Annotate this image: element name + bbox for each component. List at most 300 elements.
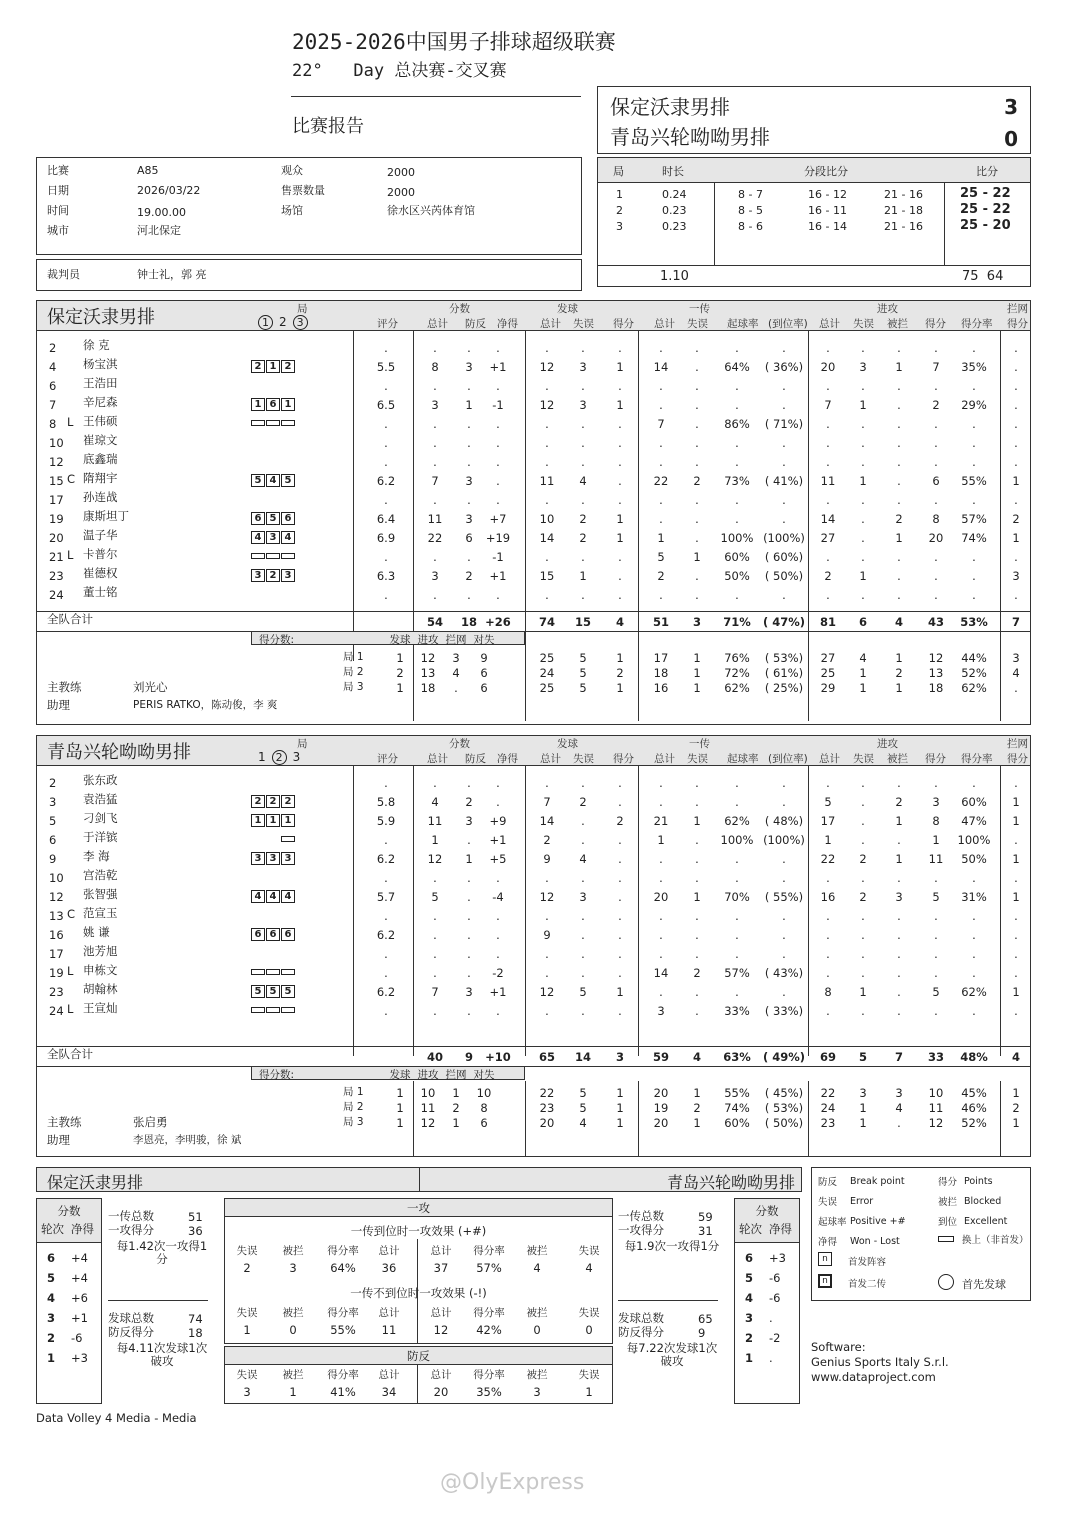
fa-value: 11 [381, 1323, 397, 1337]
stat-value: . [384, 436, 388, 450]
stat-value: . [433, 550, 437, 564]
stat-note: 每1.9次一攻得1分 [624, 1239, 720, 1253]
stat-value: . [581, 341, 585, 355]
pts-head: 对失 [473, 1069, 495, 1081]
set-row-value: 5 [579, 1101, 587, 1115]
stat-value: . [1014, 436, 1018, 450]
player-number: 7 [49, 398, 57, 412]
stat-value: . [384, 379, 388, 393]
summary-away-name: 青岛兴轮呦呦男排 [666, 1173, 795, 1192]
sub-icon [281, 420, 295, 426]
stat-value: . [545, 455, 549, 469]
stat-value: 86% [724, 417, 750, 431]
player-name: 王浩田 [83, 376, 118, 390]
set-row-value: 11 [420, 1101, 436, 1115]
set-row-value: 52% [961, 1116, 987, 1130]
stat-value: 100% [720, 531, 754, 545]
set-row-value: 60% [724, 1116, 750, 1130]
col-head: 起球率 [727, 318, 759, 330]
stat-value: . [384, 455, 388, 469]
position-box: 6 [266, 928, 280, 941]
stat-value: . [581, 909, 585, 923]
player-sets [251, 983, 296, 998]
stat-value: . [861, 871, 865, 885]
stat-value: 7 [932, 360, 940, 374]
stat-value: . [695, 833, 699, 847]
stat-value: . [618, 1004, 622, 1018]
player-role: L [67, 1002, 74, 1016]
set-row-value: ( 53%) [764, 651, 804, 665]
label: 日期 [47, 184, 69, 197]
stat-value: 11 [820, 474, 836, 488]
team-name: 青岛兴轮呦呦男排 [47, 742, 191, 763]
stat-value: 3 [465, 474, 473, 488]
col-head: 得分 [925, 753, 946, 765]
stat-value: 20 [820, 360, 836, 374]
stat-value: . [1014, 1004, 1018, 1018]
col-head: (到位率) [768, 318, 808, 330]
stat-value: . [618, 341, 622, 355]
stat-value: . [735, 947, 739, 961]
software-url: www.dataproject.com [811, 1370, 936, 1384]
stat-value: . [695, 588, 699, 602]
player-role: L [67, 964, 74, 978]
total-value: ( 49%) [762, 1050, 806, 1064]
set-partial: 16 - 14 [808, 220, 847, 233]
stat-value: 9 [543, 928, 551, 942]
stat-value: . [1014, 947, 1018, 961]
def-value: 3 [243, 1385, 251, 1399]
stat-value: . [782, 852, 786, 866]
legend-second: 首发二传 [848, 1279, 887, 1290]
stat-value: . [861, 1004, 865, 1018]
stat-label: 一传总数 [618, 1209, 664, 1223]
stat-value: 1 [579, 569, 587, 583]
summary-home-name: 保定沃隶男排 [47, 1173, 144, 1192]
set-row-value: 16 [653, 681, 669, 695]
stat-value: 55% [961, 474, 987, 488]
set-row-value: 45% [961, 1086, 987, 1100]
col-head: 局 [613, 165, 624, 178]
stat-value: 5 [431, 890, 439, 904]
player-number: 21 [49, 550, 64, 564]
col-head: 进攻 [877, 738, 898, 750]
set-row-value: 2 [396, 666, 404, 680]
legend-key: 到位 [938, 1217, 958, 1228]
referees: 钟士礼，郭 亮 [137, 268, 207, 281]
stat-value: . [782, 436, 786, 450]
stat-value: . [695, 493, 699, 507]
stat-value: . [384, 833, 388, 847]
stat-value: . [861, 512, 865, 526]
stat-value: 1 [693, 814, 701, 828]
set-partial: 8 - 5 [738, 204, 763, 217]
assist-label: 助理 [47, 1133, 70, 1147]
stat-value: . [581, 436, 585, 450]
stat-value: . [545, 776, 549, 790]
col-head: 分段比分 [804, 165, 848, 178]
set-row-value: 1 [693, 666, 701, 680]
player-sets [251, 964, 296, 978]
divider [37, 611, 1030, 612]
stat-value: 1 [1012, 531, 1020, 545]
defense-box [224, 1346, 613, 1404]
player-name: 隋翔宇 [83, 471, 118, 485]
col-head: 得分 [925, 318, 946, 330]
label: 场馆 [281, 204, 303, 217]
player-name: 董士铭 [83, 585, 118, 599]
set-row-value: 10 [476, 1086, 492, 1100]
stat-value: ( 33%) [764, 1004, 804, 1018]
fa-value: 37 [433, 1261, 449, 1275]
fa-head: 被拦 [526, 1245, 548, 1257]
stat-value: 18 [188, 1326, 203, 1340]
def-title: 防反 [407, 1349, 430, 1363]
set-row-value: 12 [928, 1116, 944, 1130]
set-row-value: 19 [653, 1101, 669, 1115]
col-head: 防反 [465, 753, 486, 765]
stat-value: . [618, 455, 622, 469]
stat-value: 2 [932, 398, 940, 412]
player-name: 辛尼森 [83, 395, 118, 409]
player-number: 8 [49, 417, 57, 431]
player-sets [251, 415, 296, 429]
stat-value: 3 [1012, 569, 1020, 583]
stat-value: 7 [824, 398, 832, 412]
stat-value: . [1014, 928, 1018, 942]
stat-value: . [659, 341, 663, 355]
rotation-net: . [769, 1311, 773, 1325]
stat-value: . [496, 776, 500, 790]
def-head: 被拦 [282, 1369, 304, 1381]
pts-head: 发球 [389, 634, 411, 646]
legend-value: Blocked [964, 1196, 1002, 1207]
stat-value: 2 [579, 531, 587, 545]
match-date: 2026/03/22 [137, 184, 201, 197]
stat-value: . [467, 890, 471, 904]
fa-head: 被拦 [282, 1307, 304, 1319]
stat-value: 8 [431, 360, 439, 374]
total-value: 43 [927, 615, 944, 629]
set-row-value: 13 [420, 666, 436, 680]
player-number: 2 [49, 776, 57, 790]
fa-head: 被拦 [526, 1307, 548, 1319]
stat-value: 2 [693, 966, 701, 980]
stat-value: 20 [653, 890, 669, 904]
stat-value: . [782, 512, 786, 526]
player-role: C [67, 472, 76, 486]
match-time: 19.00.00 [137, 206, 186, 219]
stat-value: 10 [539, 512, 555, 526]
stat-value: . [934, 550, 938, 564]
player-sets [251, 1002, 296, 1016]
player-number: 15 [49, 474, 64, 488]
stat-value: 2 [693, 474, 701, 488]
stat-value: . [467, 776, 471, 790]
position-box: 1 [266, 814, 280, 827]
set-row-value: 1 [396, 1101, 404, 1115]
stat-value: . [782, 928, 786, 942]
stat-value: 5 [824, 795, 832, 809]
def-value: 1 [289, 1385, 297, 1399]
pts-head: 拦网 [445, 1069, 467, 1081]
set-row-value: 2 [895, 666, 903, 680]
home-sets: 3 [1004, 95, 1018, 119]
col-head: 防反 [465, 318, 486, 330]
coach: 刘光心 [133, 680, 168, 694]
stat-value: 31 [698, 1224, 713, 1238]
stat-value: 11 [427, 512, 443, 526]
col-head: 总计 [540, 753, 561, 765]
rotation: 1 [47, 1351, 56, 1365]
player-sets [251, 472, 296, 487]
player-number: 2 [49, 341, 57, 355]
rot-head: 轮次 [739, 1222, 762, 1236]
stat-value: 14 [820, 512, 836, 526]
set-row-value: 8 [480, 1101, 488, 1115]
stat-value: 6.2 [376, 852, 396, 866]
stat-value: . [618, 417, 622, 431]
set-row-value: 13 [928, 666, 944, 680]
stat-value: 2 [859, 890, 867, 904]
stat-value: . [695, 341, 699, 355]
stat-value: . [467, 833, 471, 847]
stat-value: . [467, 909, 471, 923]
stat-value: . [659, 947, 663, 961]
coach: 张启勇 [133, 1115, 168, 1129]
stat-value: 1 [657, 833, 665, 847]
software-info [811, 1340, 949, 1385]
stat-value: . [467, 947, 471, 961]
set-scores [597, 157, 1031, 287]
stat-value: 62% [961, 985, 987, 999]
player-name: 王伟硕 [83, 414, 118, 428]
stat-value: . [496, 947, 500, 961]
rotation-net: -6 [71, 1331, 83, 1345]
set-row-value: 6 [480, 681, 488, 695]
stat-value: 60% [724, 550, 750, 564]
venue: 徐水区兴芮体育馆 [387, 204, 475, 217]
stat-value: . [433, 966, 437, 980]
stat-value: 2 [895, 512, 903, 526]
stat-value: 1 [932, 833, 940, 847]
stat-value: 12 [539, 398, 555, 412]
stat-value: . [433, 928, 437, 942]
match-city: 河北保定 [137, 224, 181, 237]
stat-value: 22 [653, 474, 669, 488]
player-sets [251, 831, 296, 845]
position-box: 5 [266, 512, 280, 525]
stat-value: . [1014, 398, 1018, 412]
assistants: 李恩亮，李明骏，徐 斌 [133, 1134, 242, 1146]
set-row-value: 25 [820, 666, 836, 680]
col-head: 总计 [427, 318, 448, 330]
col-head: 失误 [687, 753, 708, 765]
stat-value: . [433, 947, 437, 961]
stat-value: . [826, 871, 830, 885]
stat-value: . [934, 966, 938, 980]
set-row-value: 22 [539, 1086, 555, 1100]
stat-value: 3 [431, 398, 439, 412]
stat-value: +1 [489, 360, 507, 374]
stat-value: . [384, 550, 388, 564]
stat-value: 1 [431, 833, 439, 847]
set-row-value: 1 [616, 681, 624, 695]
def-value: 41% [330, 1385, 356, 1399]
rotation-box [36, 1198, 102, 1404]
rotation: 6 [47, 1251, 56, 1265]
set-row-value: 1 [396, 681, 404, 695]
position-box: 2 [251, 360, 265, 373]
stat-value: . [735, 455, 739, 469]
stat-value: 2 [895, 795, 903, 809]
stat-value: 2 [616, 814, 624, 828]
fa-head: 得分率 [327, 1245, 359, 1257]
stat-value: . [826, 928, 830, 942]
stat-value: . [384, 966, 388, 980]
player-sets [251, 793, 296, 808]
set-row-value: 5 [579, 666, 587, 680]
position-box: 6 [251, 928, 265, 941]
stat-value: . [1014, 417, 1018, 431]
stat-value: 1 [465, 852, 473, 866]
sub-icon [266, 420, 280, 426]
stat-value: . [972, 1004, 976, 1018]
stat-value: . [618, 833, 622, 847]
stat-value: 100% [720, 833, 754, 847]
stat-value: 47% [961, 814, 987, 828]
col-head: 拦网 [1007, 303, 1028, 315]
col-head: 起球率 [727, 753, 759, 765]
stat-value: . [934, 417, 938, 431]
stat-value: 3 [579, 398, 587, 412]
set-row-value: 5 [579, 1086, 587, 1100]
stat-value: . [782, 795, 786, 809]
player-number: 20 [49, 531, 64, 545]
set-row-value: 1 [616, 1101, 624, 1115]
legend-key: 防反 [818, 1177, 838, 1188]
stat-value: 20 [928, 531, 944, 545]
stat-value: . [972, 588, 976, 602]
stat-value: . [782, 776, 786, 790]
col-head: 总计 [819, 753, 840, 765]
legend-serve-first: 首先发球 [962, 1278, 1006, 1291]
stat-value: . [545, 417, 549, 431]
set-indicator [255, 315, 311, 330]
stat-value: . [496, 436, 500, 450]
stat-value: . [972, 493, 976, 507]
stat-value: 14 [653, 360, 669, 374]
rotation: 6 [745, 1251, 754, 1265]
set-row-value: 18 [420, 681, 436, 695]
stat-value: 1 [895, 531, 903, 545]
fa-value: 1 [243, 1323, 251, 1337]
fa-head: 总计 [430, 1245, 452, 1257]
stat-value: . [659, 398, 663, 412]
stat-value: . [1014, 871, 1018, 885]
label: 裁判员 [47, 268, 80, 281]
stat-value: 3 [465, 814, 473, 828]
stat-value: . [618, 436, 622, 450]
stat-value: . [695, 360, 699, 374]
set-row-value: 12 [420, 1116, 436, 1130]
stat-value: . [1014, 588, 1018, 602]
stat-value: . [496, 928, 500, 942]
stat-value: . [618, 493, 622, 507]
stat-value: +1 [489, 833, 507, 847]
position-box: 1 [251, 398, 265, 411]
stat-value: 2 [859, 852, 867, 866]
player-number: 9 [49, 852, 57, 866]
total-label: 全队合计 [47, 1047, 93, 1061]
total-value: 3 [615, 1050, 624, 1064]
stat-value: 3 [859, 360, 867, 374]
stat-value: . [695, 569, 699, 583]
stat-value: 33% [724, 1004, 750, 1018]
stat-value: . [384, 493, 388, 507]
stat-value: 35% [961, 360, 987, 374]
set-row-value: 3 [1012, 651, 1020, 665]
audience: 2000 [387, 166, 415, 179]
set-number: 2 [616, 204, 623, 217]
stat-value: . [618, 871, 622, 885]
stat-value: . [972, 569, 976, 583]
set-row-value: 1 [693, 681, 701, 695]
fa-value: 0 [533, 1323, 541, 1337]
fa-value: 64% [330, 1261, 356, 1275]
stat-value: . [735, 588, 739, 602]
set-duration: 0.23 [662, 220, 687, 233]
stat-note: 每4.11次发球1次破攻 [116, 1341, 208, 1368]
label: 观众 [281, 164, 303, 177]
stat-value: . [1014, 379, 1018, 393]
stat-value: . [581, 550, 585, 564]
legend-key: 失误 [818, 1197, 838, 1208]
stat-value: . [659, 852, 663, 866]
stat-value: . [695, 417, 699, 431]
player-number: 24 [49, 588, 64, 602]
stat-value: . [618, 966, 622, 980]
player-name: 刁剑飞 [83, 811, 118, 825]
player-name: 张智强 [83, 887, 118, 901]
set-row-value: 4 [1012, 666, 1020, 680]
total-value: 14 [574, 1050, 591, 1064]
col-head: 发球 [557, 738, 578, 750]
stat-value: . [861, 379, 865, 393]
player-role: L [67, 548, 74, 562]
total-value: 69 [819, 1050, 836, 1064]
stat-value: . [782, 379, 786, 393]
set-row-value: 12 [420, 651, 436, 665]
stat-value: 6.2 [376, 474, 396, 488]
fa-value: 42% [476, 1323, 502, 1337]
stat-value: 50% [724, 569, 750, 583]
match-subtitle: 22° Day 总决赛-交叉赛 [292, 61, 507, 81]
set-row-value: 1 [895, 681, 903, 695]
referee-box [36, 259, 582, 291]
stat-value: -2 [492, 966, 504, 980]
set-row-value: 1 [1012, 1086, 1020, 1100]
stat-value: . [897, 966, 901, 980]
player-number: 5 [49, 814, 57, 828]
stat-value: 5 [657, 550, 665, 564]
divider [37, 631, 1030, 632]
stat-value: . [467, 493, 471, 507]
rotation-net: . [769, 1351, 773, 1365]
match-id: A85 [137, 164, 159, 177]
fa-head: 失误 [236, 1245, 258, 1257]
rotation-net: -6 [769, 1291, 781, 1305]
